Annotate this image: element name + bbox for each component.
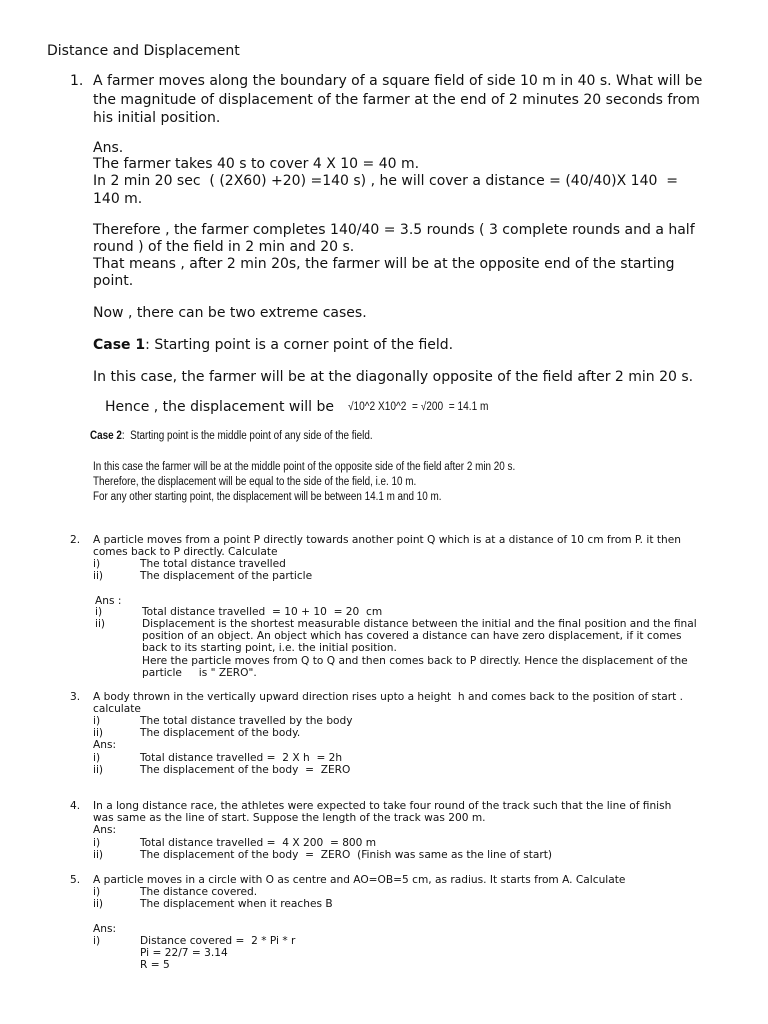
answer-line: R = 5 [140,959,170,971]
answer-line: That means , after 2 min 20s, the farmer will be at the opposite end of the starting [93,256,675,272]
question-text-line: A particle moves from a point P directly towards another point Q which is at a distance of 10 cm from P. it then [93,534,681,546]
answer-line: back to its starting point, i.e. the initial position. [142,642,397,654]
answer-line: Distance covered = 2 * Pi * r [140,935,296,947]
answer-line: round ) of the field in 2 min and 20 s. [93,239,355,255]
case-text: : Starting point is the middle point of any side of the field. [121,430,373,442]
question-number: 2. [70,534,81,546]
question-text-line: A particle moves in a circle with O as centre and AO=OB=5 cm, as radius. It starts from A. Calculate [93,874,626,886]
answer-label: Ans: [93,739,117,751]
case-text: : Starting point is a corner point of the field. [145,337,454,353]
answer-label: Ans : [95,595,122,607]
answer-line: Displacement is the shortest measurable distance between the initial and the final position and the final [142,618,697,630]
answer-label: Ans. [93,140,124,156]
part-text: The total distance travelled [140,558,286,570]
part-roman: i) [95,606,103,618]
answer-line: Hence , the displacement will be [105,399,334,415]
part-roman: ii) [93,727,104,739]
answer-label: Ans: [93,824,117,836]
part-roman: i) [93,558,101,570]
answer-line: particle is " ZERO". [142,667,257,679]
part-text: The displacement when it reaches B [140,898,333,910]
question-number: 1. [70,73,84,89]
answer-line: point. [93,273,134,289]
answer-label: Ans: [93,923,117,935]
part-text: The displacement of the body. [140,727,301,739]
case-1 [93,338,453,352]
part-roman: ii) [95,618,106,630]
case-label: Case 2 [90,430,122,442]
answer-line: Pi = 22/7 = 3.14 [140,947,228,959]
answer-line: For any other starting point, the displacement will be between 14.1 m and 10 m. [93,491,442,503]
part-roman: i) [93,935,101,947]
question-text-line: comes back to P directly. Calculate [93,546,278,558]
answer-line: Total distance travelled = 2 X h = 2h [140,752,343,764]
question-text-line: his initial position. [93,110,221,126]
answer-line: The farmer takes 40 s to cover 4 X 10 = 40 m. [93,156,420,172]
part-roman: ii) [93,898,104,910]
answer-line: Therefore , the farmer completes 140/40 = 3.5 rounds ( 3 complete rounds and a half [93,222,695,238]
part-roman: ii) [93,764,104,776]
part-roman: i) [93,886,101,898]
question-text-line: A body thrown in the vertically upward direction rises upto a height h and comes back to the position of start . [93,691,683,703]
part-roman: ii) [93,570,104,582]
answer-line: Total distance travelled = 10 + 10 = 20 cm [142,606,383,618]
answer-line: In this case, the farmer will be at the diagonally opposite of the field after 2 min 20 s. [93,369,694,385]
part-text: The displacement of the particle [140,570,313,582]
answer-line: The displacement of the body = ZERO [140,764,351,776]
answer-line: position of an object. An object which has covered a distance can have zero displacement, if it comes [142,630,682,642]
answer-line: Now , there can be two extreme cases. [93,305,367,321]
answer-line: The displacement of the body = ZERO (Finish was same as the line of start) [140,849,553,861]
answer-line: In 2 min 20 sec ( (2X60) +20) =140 s) , he will cover a distance = (40/40)X 140 = [93,173,679,189]
part-roman: i) [93,752,101,764]
case-label: Case 1 [93,337,146,353]
answer-line: In this case the farmer will be at the middle point of the opposite side of the field after 2 min 20 s. [93,461,516,473]
part-text: The total distance travelled by the body [140,715,353,727]
answer-line: Therefore, the displacement will be equal to the side of the field, i.e. 10 m. [93,476,417,488]
question-number: 3. [70,691,81,703]
question-number: 4. [70,800,81,812]
question-text-line: the magnitude of displacement of the farmer at the end of 2 minutes 20 seconds from [93,92,700,108]
part-roman: i) [93,837,101,849]
part-text: The distance covered. [140,886,258,898]
answer-line: 140 m. [93,191,143,207]
formula: √10^2 X10^2 = √200 = 14.1 m [348,401,489,413]
page-title: Distance and Displacement [47,43,240,59]
case-2 [90,431,373,443]
answer-line: Total distance travelled = 4 X 200 = 800 m [140,837,377,849]
question-text-line: calculate [93,703,141,715]
part-roman: ii) [93,849,104,861]
part-roman: i) [93,715,101,727]
answer-line: Here the particle moves from Q to Q and then comes back to P directly. Hence the displacement of the [142,655,688,667]
question-text-line: was same as the line of start. Suppose the length of the track was 200 m. [93,812,486,824]
question-text-line: In a long distance race, the athletes were expected to take four round of the track such that the line of finish [93,800,672,812]
question-number: 5. [70,874,81,886]
question-text-line: A farmer moves along the boundary of a square field of side 10 m in 40 s. What will be [93,73,703,89]
